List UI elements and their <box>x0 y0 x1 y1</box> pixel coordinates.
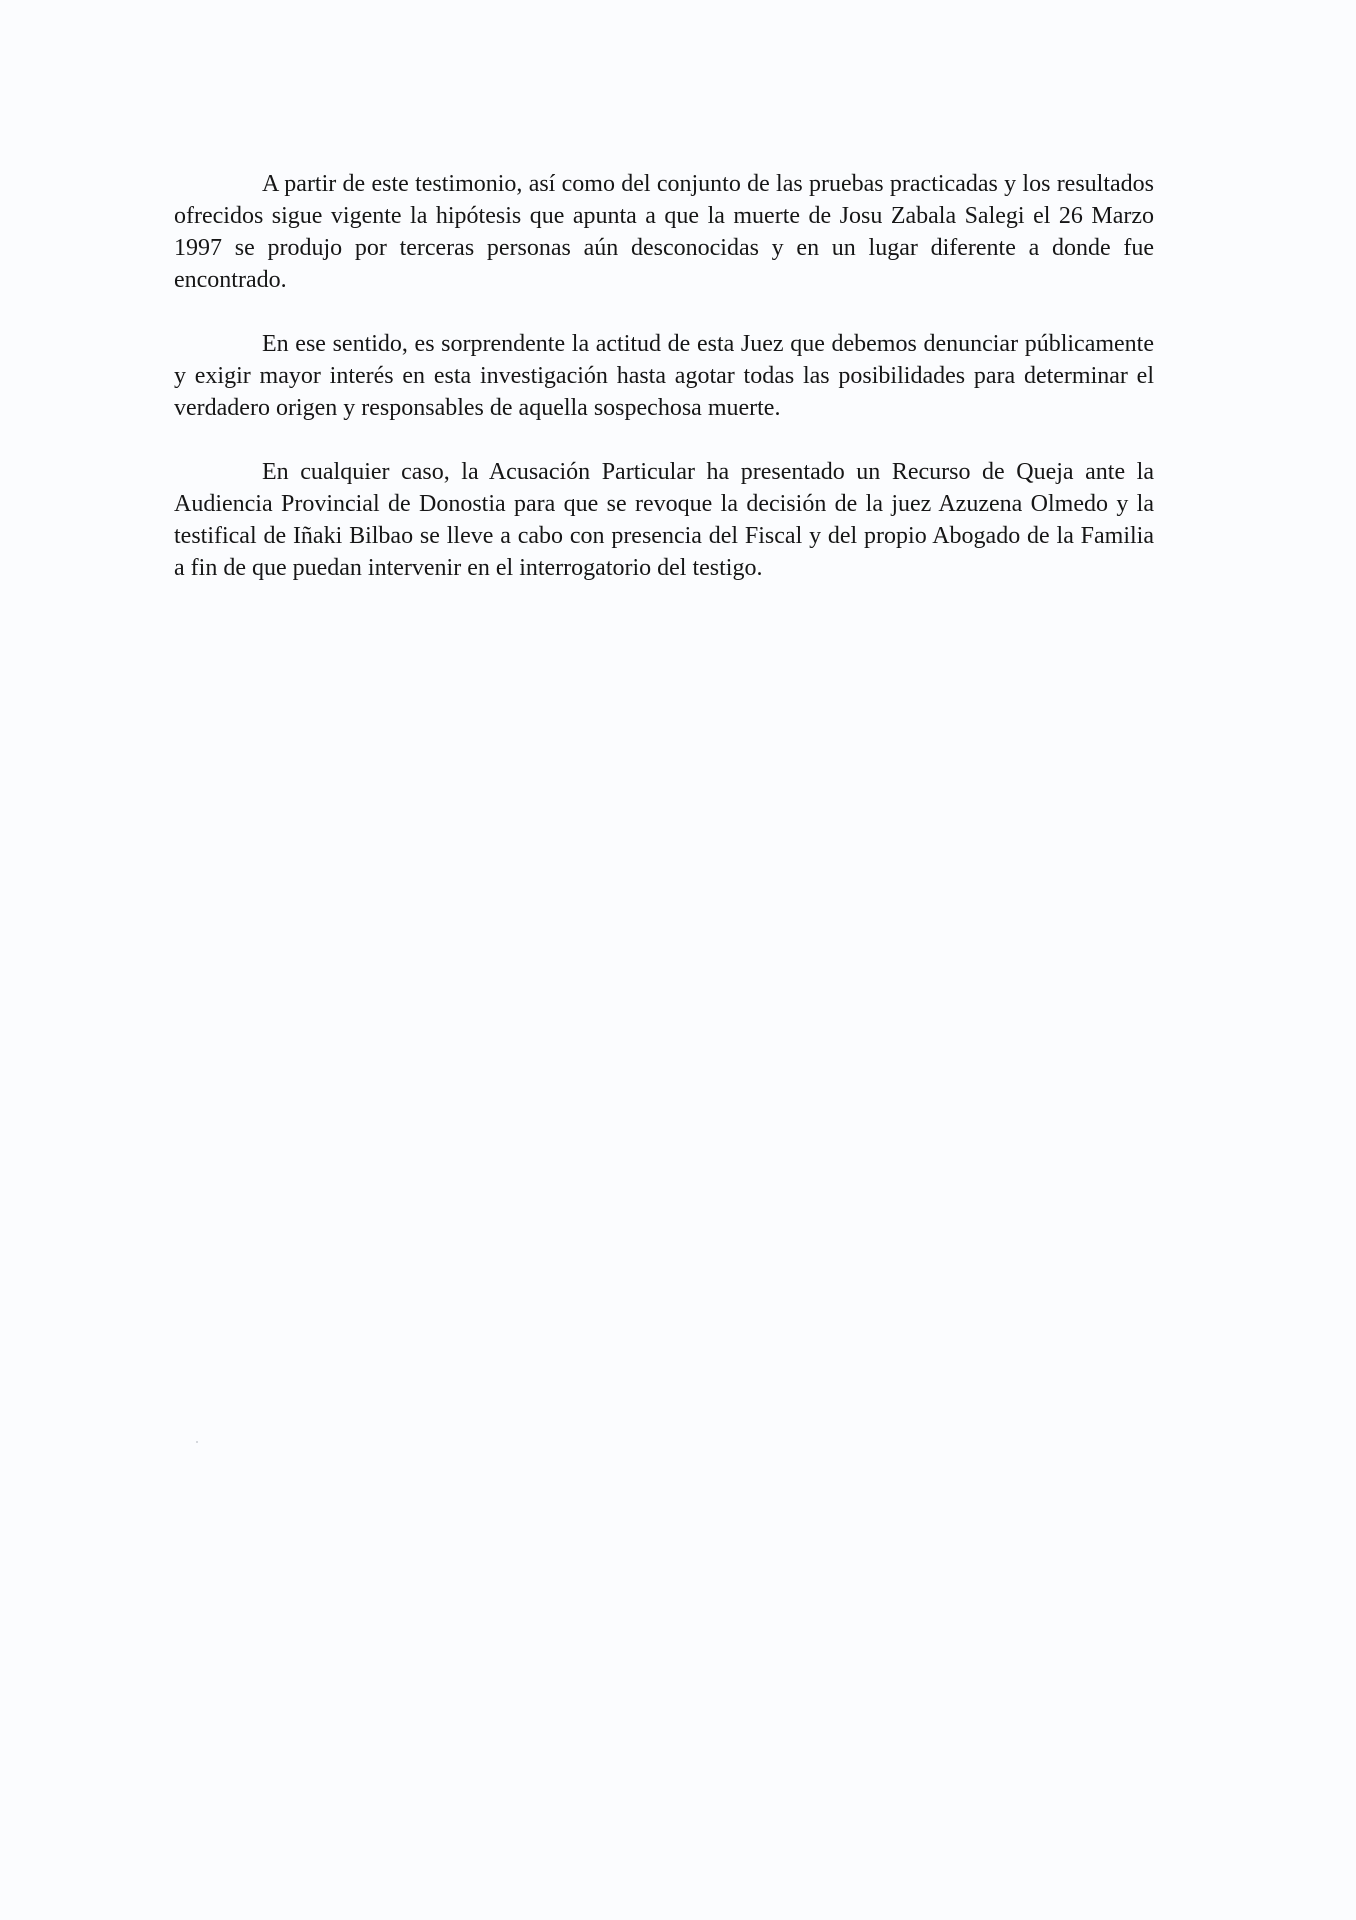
scan-speck <box>196 1441 198 1443</box>
paragraph-testimony: A partir de este testimonio, así como del conjunto de las pruebas practicadas y los resultados ofrecidos sigue vigente la hipótesis que apunta a que la muerte de Josu Zabala Salegi el 26 Marzo 1997 se produjo por terceras personas aún desconocidas y en un lugar diferente a donde fue encontrado. <box>174 171 1154 293</box>
paragraph-judge-attitude: En ese sentido, es sorprendente la actitud de esta Juez que debemos denunciar públicamente y exigir mayor interés en esta investigación hasta agotar todas las posibilidades para determinar el verdadero origen y responsables de aquella sospechosa muerte. <box>174 331 1154 421</box>
paragraph-appeal: En cualquier caso, la Acusación Particular ha presentado un Recurso de Queja ante la Audiencia Provincial de Donostia para que se revoque la decisión de la juez Azuzena Olmedo y la testifical de Iñaki Bilbao se lleve a cabo con presencia del Fiscal y del propio Abogado de la Familia a fin de que puedan intervenir en el interrogatorio del testigo. <box>174 459 1154 581</box>
document-body <box>174 168 1154 616</box>
